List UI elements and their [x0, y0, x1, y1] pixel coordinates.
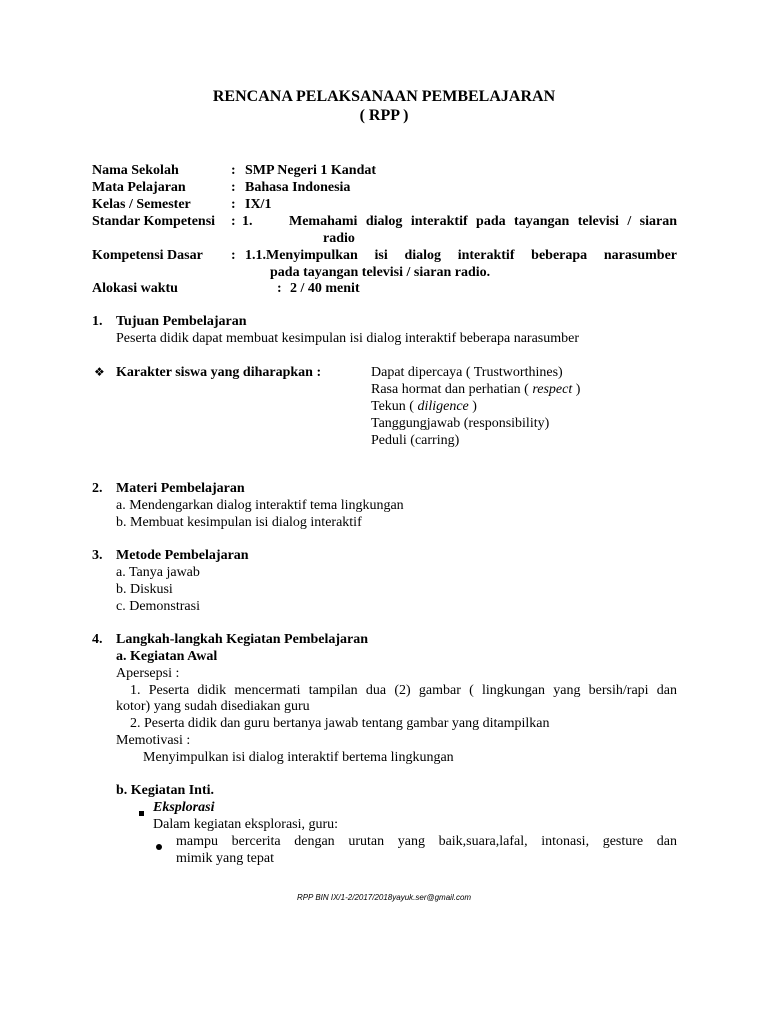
- document-subtitle: ( RPP ): [359, 107, 409, 124]
- karakter-item: Peduli (carring): [371, 433, 460, 448]
- kegiatan-inti-heading: b. Kegiatan Inti.: [116, 783, 215, 798]
- section-1-text: Peserta didik dapat membuat kesimpulan isi dialog interaktif beberapa narasumber: [116, 331, 580, 346]
- colon: :: [231, 248, 236, 263]
- value-mata-pelajaran: Bahasa Indonesia: [245, 180, 351, 195]
- eksplorasi-item-1-line2: mimik yang tepat: [176, 851, 274, 866]
- label-mata-pelajaran: Mata Pelajaran: [92, 180, 186, 195]
- karakter-item: Tekun ( diligence ): [371, 399, 477, 414]
- value-nama-sekolah: SMP Negeri 1 Kandat: [245, 163, 377, 178]
- apersepsi-item-1-line1: 1. Peserta didik mencermati tampilan dua (2) gambar ( lingkungan yang bersih/rapi dan: [130, 683, 677, 698]
- list-item: c. Demonstrasi: [116, 599, 200, 614]
- section-2-heading: Materi Pembelajaran: [116, 481, 245, 496]
- section-1-heading: Tujuan Pembelajaran: [116, 314, 247, 329]
- value-kompetensi-dasar-line1: 1.1.Menyimpulkan isi dialog interaktif beberapa narasumber: [245, 248, 677, 263]
- section-3-heading: Metode Pembelajaran: [116, 548, 249, 563]
- value-standar-kompetensi-line2: radio: [323, 231, 355, 246]
- list-item: b. Membuat kesimpulan isi dialog interaktif: [116, 515, 362, 530]
- value-kompetensi-dasar-line2: pada tayangan televisi / siaran radio.: [270, 265, 491, 280]
- memotivasi-label: Memotivasi :: [116, 733, 191, 748]
- square-bullet-icon: [139, 804, 144, 821]
- standar-number: 1.: [242, 214, 253, 229]
- apersepsi-item-2: 2. Peserta didik dan guru bertanya jawab tentang gambar yang ditampilkan: [130, 716, 550, 731]
- section-3-number: 3.: [92, 548, 103, 563]
- section-2-number: 2.: [92, 481, 103, 496]
- karakter-item: Tanggungjawab (responsibility): [371, 416, 550, 431]
- value-alokasi-waktu: 2 / 40 menit: [290, 281, 360, 296]
- karakter-item: Rasa hormat dan perhatian ( respect ): [371, 382, 581, 397]
- round-bullet-icon: [156, 838, 162, 855]
- apersepsi-item-1-line2: kotor) yang sudah disediakan guru: [116, 699, 310, 714]
- document-title: RENCANA PELAKSANAAN PEMBELAJARAN: [212, 88, 556, 105]
- kegiatan-awal-heading: a. Kegiatan Awal: [116, 649, 218, 664]
- section-4-heading: Langkah-langkah Kegiatan Pembelajaran: [116, 632, 369, 647]
- colon: :: [277, 281, 282, 296]
- eksplorasi-intro: Dalam kegiatan eksplorasi, guru:: [153, 817, 339, 832]
- label-standar-kompetensi: Standar Kompetensi: [92, 214, 216, 229]
- colon: :: [231, 180, 236, 195]
- value-standar-kompetensi-line1: Memahami dialog interaktif pada tayangan televisi / siaran: [289, 214, 677, 229]
- list-item: b. Diskusi: [116, 582, 173, 597]
- label-kelas-semester: Kelas / Semester: [92, 197, 191, 212]
- page-footer: RPP BIN IX/1-2/2017/2018yayuk.ser@gmail.com: [296, 893, 472, 902]
- diamond-bullet-icon: ❖: [94, 365, 105, 379]
- label-nama-sekolah: Nama Sekolah: [92, 163, 179, 178]
- label-kompetensi-dasar: Kompetensi Dasar: [92, 248, 203, 263]
- value-kelas-semester: IX/1: [245, 197, 272, 212]
- eksplorasi-heading: Eksplorasi: [153, 800, 215, 815]
- colon: :: [231, 214, 236, 229]
- list-item: a. Tanya jawab: [116, 565, 200, 580]
- label-alokasi-waktu: Alokasi waktu: [92, 281, 178, 296]
- section-1-number: 1.: [92, 314, 103, 329]
- list-item: a. Mendengarkan dialog interaktif tema lingkungan: [116, 498, 404, 513]
- section-4-number: 4.: [92, 632, 103, 647]
- colon: :: [231, 197, 236, 212]
- colon: :: [231, 163, 236, 178]
- karakter-heading: Karakter siswa yang diharapkan :: [116, 365, 322, 380]
- apersepsi-label: Apersepsi :: [116, 666, 180, 681]
- karakter-item: Dapat dipercaya ( Trustworthines): [371, 365, 563, 380]
- eksplorasi-item-1-line1: mampu bercerita dengan urutan yang baik,suara,lafal, intonasi, gesture dan: [176, 834, 677, 849]
- memotivasi-text: Menyimpulkan isi dialog interaktif bertema lingkungan: [143, 750, 454, 765]
